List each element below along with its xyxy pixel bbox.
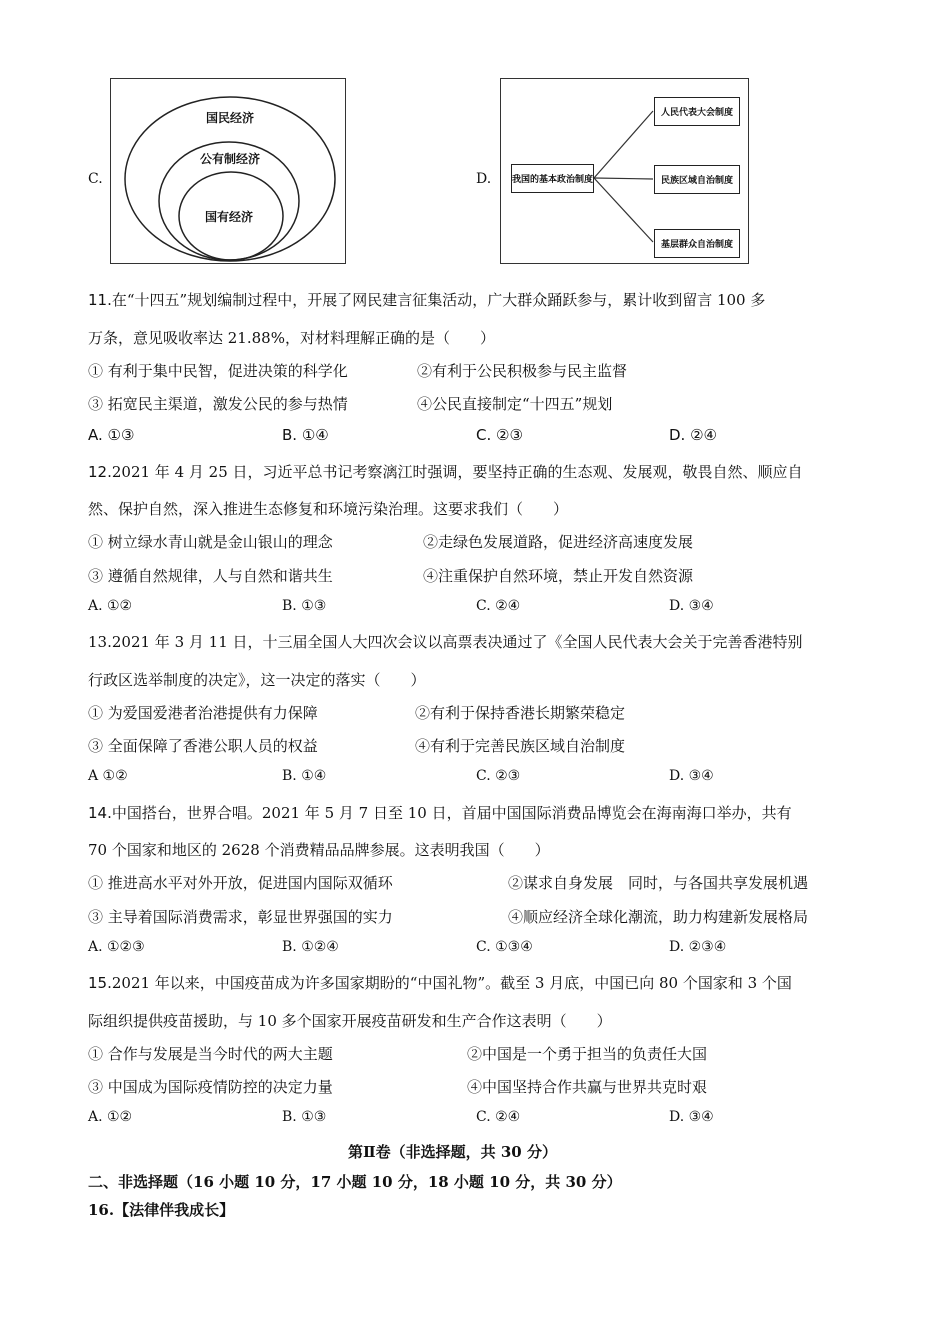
section-2-heading: 二、非选择题（16 小题 10 分，17 小题 10 分，18 小题 10 分，共 30 分） bbox=[88, 1173, 622, 1191]
root-node: 我国的基本政治制度 bbox=[511, 164, 594, 193]
option-d-label: D. bbox=[476, 171, 492, 187]
question-14-option-d[interactable]: D. ②③④ bbox=[669, 939, 727, 955]
nested-ellipses-diagram bbox=[111, 79, 345, 263]
question-15-option-b[interactable]: B. ①③ bbox=[282, 1109, 327, 1125]
question-number: 11. bbox=[88, 291, 112, 309]
question-14-item-2: ②谋求自身发展 同时，与各国共享发展机遇 bbox=[508, 874, 809, 892]
question-14-item-4: ④顺应经济全球化潮流，助力构建新发展格局 bbox=[508, 908, 809, 926]
question-11-option-b[interactable]: B. ①④ bbox=[282, 426, 329, 444]
question-stem-text: 中国搭台，世界合唱。2021 年 5 月 7 日至 10 日，首届中国国际消费品博览会在海南海口举办，共有 bbox=[111, 804, 792, 822]
question-16-heading: 16.【法律伴我成长】 bbox=[88, 1201, 235, 1219]
question-stem-text: 2021 年 3 月 11 日，十三届全国人大四次会议以高票表决通过了《全国人民代表大会关于完善香港特别 bbox=[111, 633, 803, 651]
question-11-stem-line-1 bbox=[88, 289, 765, 310]
question-13-stem-line-1 bbox=[88, 631, 803, 652]
question-15-stem-line-1 bbox=[88, 972, 792, 993]
question-12-item-2: ②走绿色发展道路，促进经济高速度发展 bbox=[423, 533, 694, 551]
figure-c-nested-circles bbox=[110, 78, 346, 264]
question-13-option-c[interactable]: C. ②③ bbox=[476, 768, 521, 784]
question-12-option-a[interactable]: A. ①② bbox=[88, 598, 133, 614]
question-13-item-2: ②有利于保持香港长期繁荣稳定 bbox=[415, 704, 626, 722]
question-11-item-1: ① 有利于集中民智，促进决策的科学化 bbox=[88, 362, 348, 380]
question-15-item-4: ④中国坚持合作共赢与世界共克时艰 bbox=[467, 1078, 708, 1096]
question-11-option-d[interactable]: D. ②④ bbox=[669, 426, 717, 444]
question-12-option-b[interactable]: B. ①③ bbox=[282, 598, 327, 614]
question-12-option-c[interactable]: C. ②④ bbox=[476, 598, 521, 614]
branch-node-grassroots-autonomy: 基层群众自治制度 bbox=[654, 229, 740, 258]
question-15-item-2: ②中国是一个勇于担当的负责任大国 bbox=[467, 1045, 708, 1063]
question-stem-text: 2021 年 4 月 25 日，习近平总书记考察漓江时强调，要坚持正确的生态观、发展观，敬畏自然、顺应自 bbox=[111, 463, 803, 481]
question-15-option-d[interactable]: D. ③④ bbox=[669, 1109, 714, 1125]
question-14-option-a[interactable]: A. ①②③ bbox=[88, 939, 145, 955]
question-12-item-3: ③ 遵循自然规律，人与自然和谐共生 bbox=[88, 567, 333, 585]
question-number: 14. bbox=[88, 804, 112, 822]
question-14-stem-line-1 bbox=[88, 802, 792, 823]
branch-node-people-congress: 人民代表大会制度 bbox=[654, 97, 740, 126]
question-13-option-b[interactable]: B. ①④ bbox=[282, 768, 327, 784]
question-14-item-1: ① 推进高水平对外开放，促进国内国际双循环 bbox=[88, 874, 393, 892]
question-15-item-1: ① 合作与发展是当今时代的两大主题 bbox=[88, 1045, 333, 1063]
question-15-item-3: ③ 中国成为国际疫情防控的决定力量 bbox=[88, 1078, 333, 1096]
question-stem-text: 2021 年以来，中国疫苗成为许多国家期盼的“中国礼物”。截至 3 月底，中国已向 80 个国家和 3 个国 bbox=[111, 974, 792, 992]
question-13-item-1: ① 为爱国爱港者治港提供有力保障 bbox=[88, 704, 318, 722]
branch-node-ethnic-autonomy: 民族区域自治制度 bbox=[654, 165, 740, 194]
figure-d-tree-diagram bbox=[500, 78, 749, 264]
question-15-option-a[interactable]: A. ①② bbox=[88, 1109, 133, 1125]
question-13-item-3: ③ 全面保障了香港公职人员的权益 bbox=[88, 737, 318, 755]
question-12-stem-line-2: 然、保护自然，深入推进生态修复和环境污染治理。这要求我们（ ） bbox=[88, 500, 569, 518]
question-13-option-a[interactable]: A ①② bbox=[88, 768, 128, 784]
question-11-item-2: ②有利于公民积极参与民主监督 bbox=[417, 362, 628, 380]
section-2-title: 第Ⅱ卷（非选择题，共 30 分） bbox=[348, 1143, 557, 1161]
question-number: 15. bbox=[88, 974, 112, 992]
inner-ellipse-label: 国有经济 bbox=[204, 210, 253, 224]
question-11-option-c[interactable]: C. ②③ bbox=[476, 426, 523, 444]
question-14-option-b[interactable]: B. ①②④ bbox=[282, 939, 339, 955]
question-11-item-4: ④公民直接制定“十四五”规划 bbox=[417, 395, 613, 413]
question-14-option-c[interactable]: C. ①③④ bbox=[476, 939, 533, 955]
question-13-item-4: ④有利于完善民族区域自治制度 bbox=[415, 737, 626, 755]
question-number: 12. bbox=[88, 463, 112, 481]
option-c-label: C. bbox=[88, 171, 103, 187]
question-12-stem-line-1 bbox=[88, 461, 803, 482]
middle-ellipse-label: 公有制经济 bbox=[199, 152, 260, 166]
question-12-item-1: ① 树立绿水青山就是金山银山的理念 bbox=[88, 533, 333, 551]
question-number: 13. bbox=[88, 633, 112, 651]
outer-ellipse-label: 国民经济 bbox=[205, 111, 254, 125]
question-12-option-d[interactable]: D. ③④ bbox=[669, 598, 714, 614]
question-13-stem-line-2: 行政区选举制度的决定》，这一决定的落实（ ） bbox=[88, 671, 426, 689]
question-11-stem-line-2: 万条，意见吸收率达 21.88%，对材料理解正确的是（ ） bbox=[88, 329, 495, 347]
question-15-stem-line-2: 际组织提供疫苗援助，与 10 多个国家开展疫苗研发和生产合作这表明（ ） bbox=[88, 1012, 612, 1030]
question-12-item-4: ④注重保护自然环境，禁止开发自然资源 bbox=[423, 567, 694, 585]
question-14-item-3: ③ 主导着国际消费需求，彰显世界强国的实力 bbox=[88, 908, 393, 926]
question-11-option-a[interactable]: A. ①③ bbox=[88, 426, 135, 444]
question-11-item-3: ③ 拓宽民主渠道，激发公民的参与热情 bbox=[88, 395, 348, 413]
question-stem-text: 在“十四五”规划编制过程中，开展了网民建言征集活动，广大群众踊跃参与，累计收到留言 100 多 bbox=[111, 291, 766, 309]
question-13-option-d[interactable]: D. ③④ bbox=[669, 768, 714, 784]
question-15-option-c[interactable]: C. ②④ bbox=[476, 1109, 521, 1125]
question-14-stem-line-2: 70 个国家和地区的 2628 个消费精品品牌参展。这表明我国（ ） bbox=[88, 841, 550, 859]
